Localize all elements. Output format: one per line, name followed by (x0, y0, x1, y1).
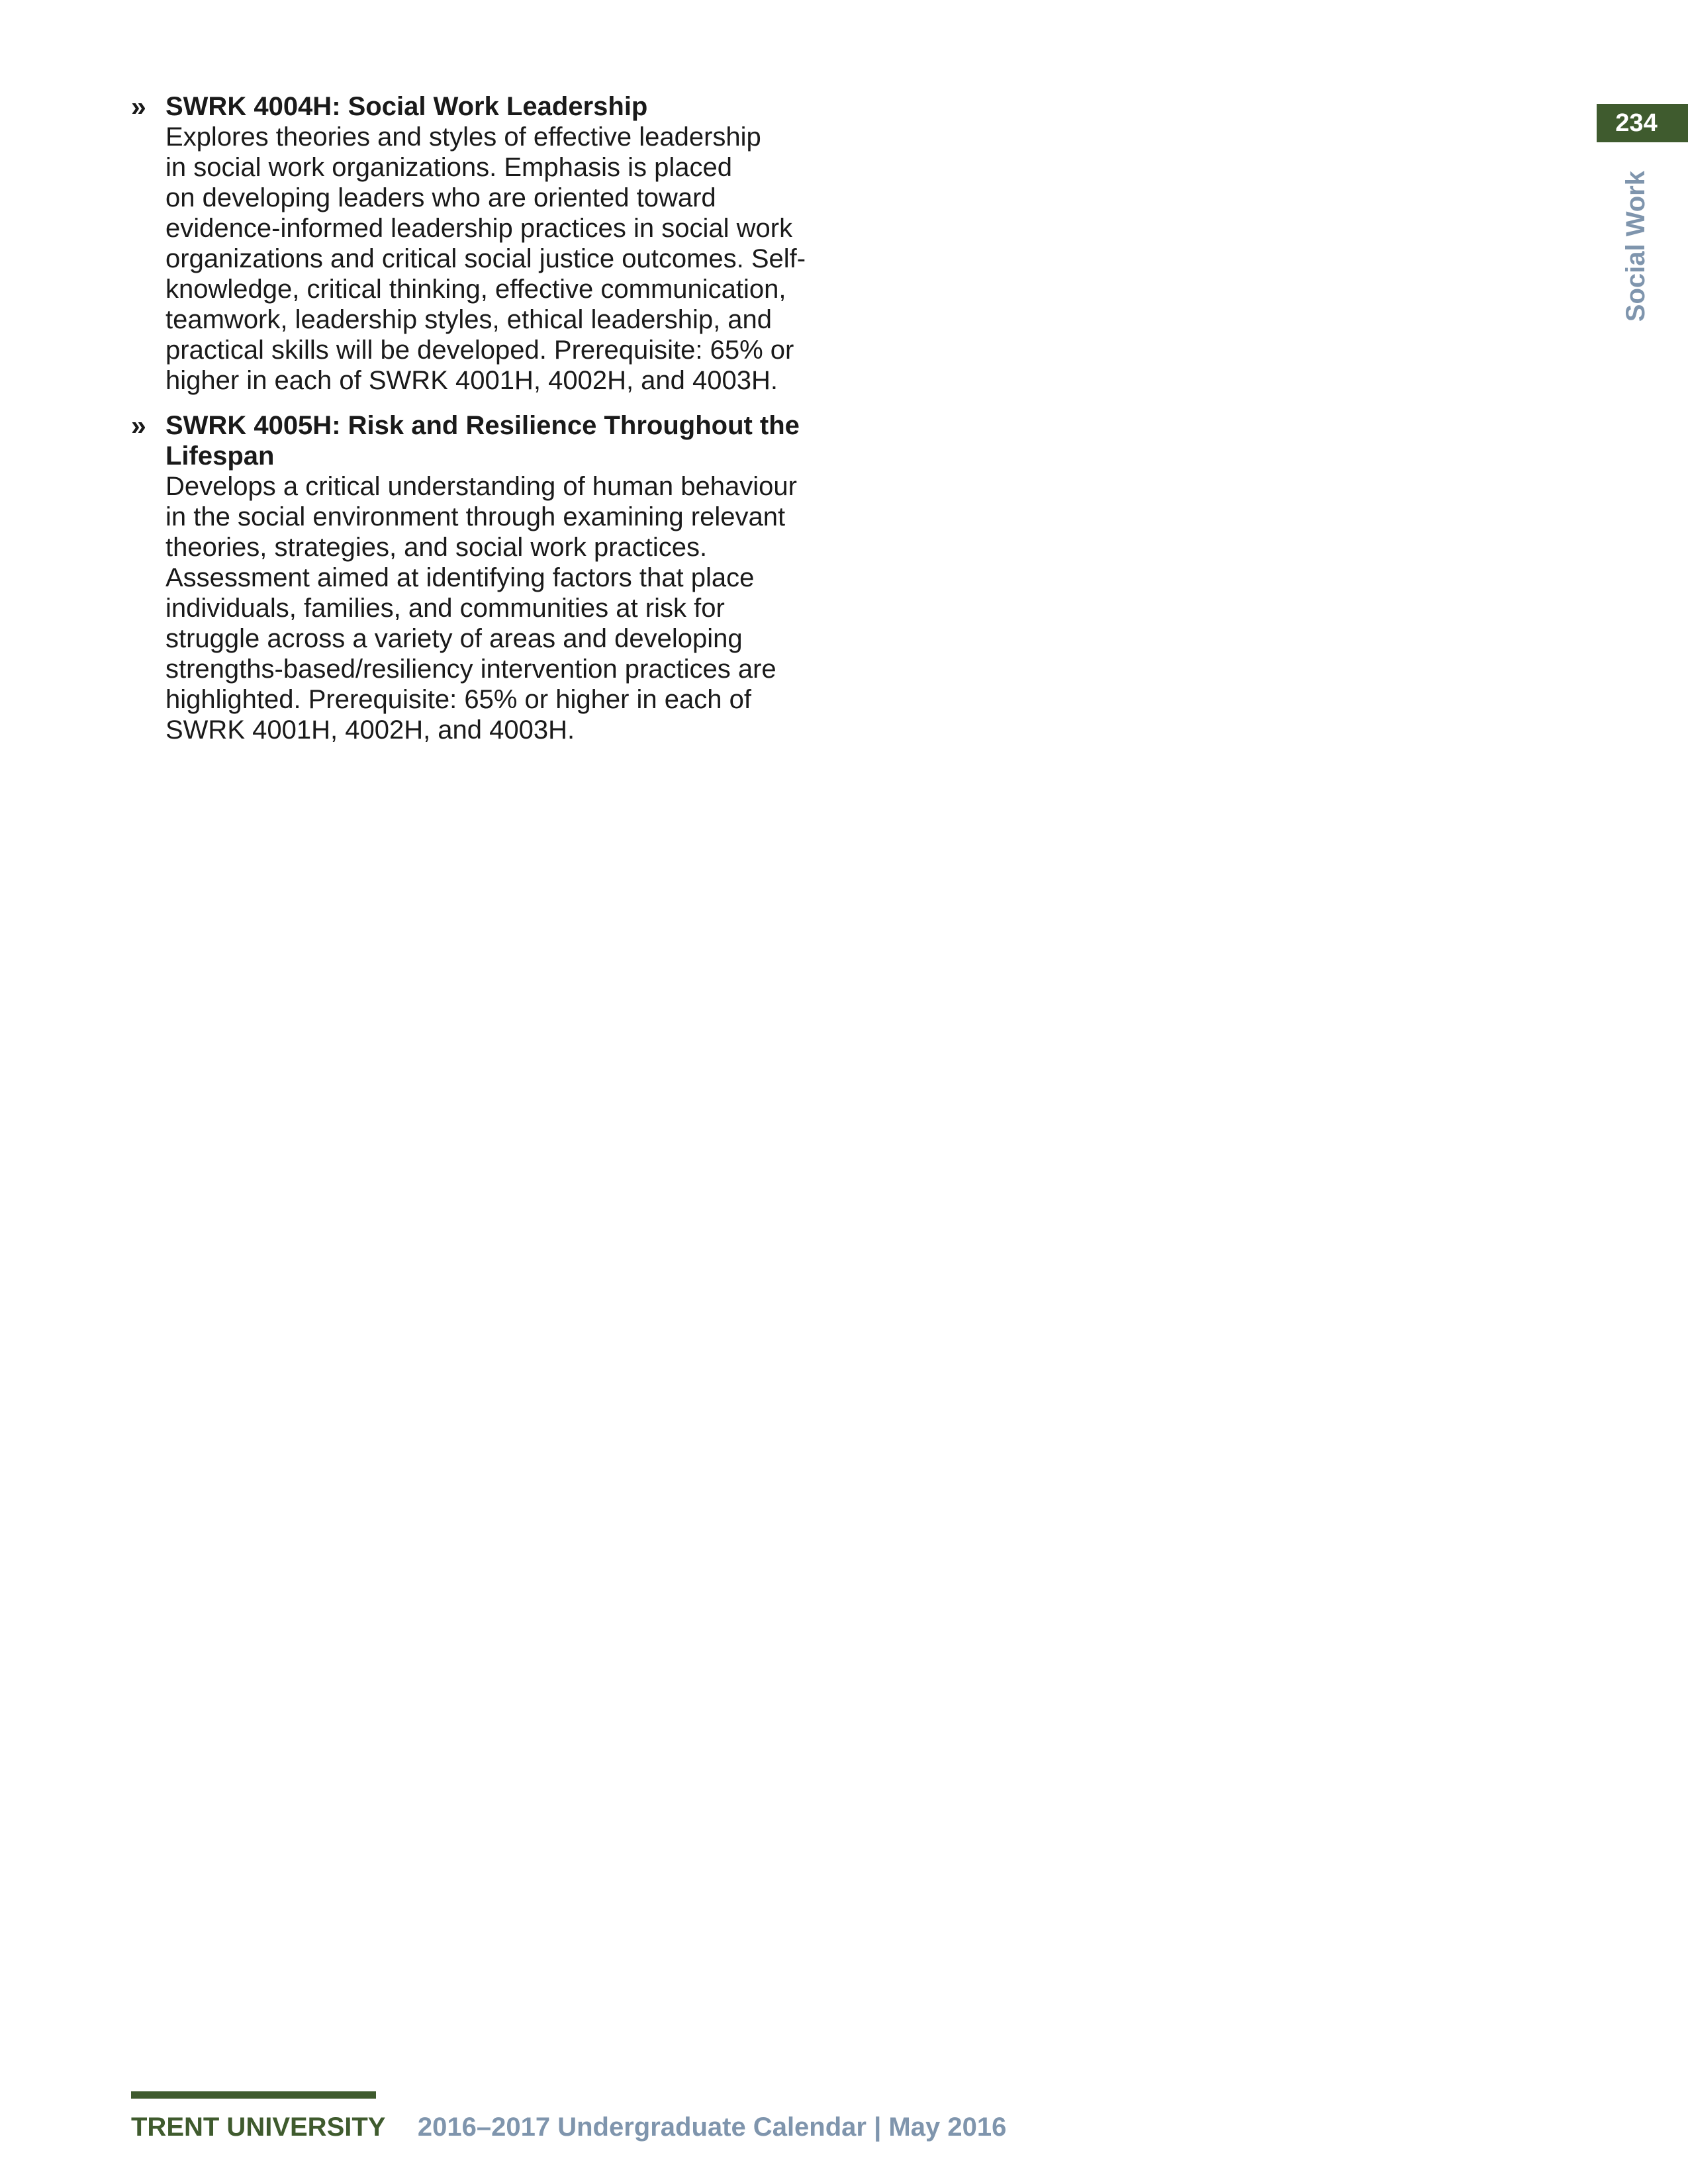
course-description: Develops a critical understanding of human behaviour in the social environment through examining relevant theories, strategies, and social work practices. Assessment aimed at identifying factors that place individuals, families, and communities at risk for struggle across a variety of areas and developing strengths-based/resiliency intervention practices are highlighted. Prerequisite: 65% or higher in each of SWRK 4001H, 4002H, and 4003H. (165, 472, 797, 745)
footer-rule (131, 2091, 376, 2099)
bullet-marker: » (131, 91, 146, 122)
course-entry-swrk-4005h (131, 410, 820, 745)
page-footer (131, 2111, 1006, 2143)
course-description: Explores theories and styles of effective leadership in social work organizations. Emphasis is placed on developing leaders who are oriented toward evidence-informed leadership practices in social work organizations and critical social justice outcomes. Self- knowledge, critical thinking, effective communication, teamwork, leadership styles, ethical leadership, and practical skills will be developed. Prerequisite: 65% or higher in each of SWRK 4001H, 4002H, and 4003H. (165, 122, 806, 395)
footer-university: TRENT UNIVERSITY (131, 2113, 385, 2142)
page-number-tab (1597, 104, 1688, 142)
bullet-marker: » (131, 410, 146, 441)
course-title: SWRK 4005H: Risk and Resilience Throughout the Lifespan (165, 411, 800, 471)
section-name: Social Work (1621, 171, 1650, 322)
page-number: 234 (1615, 109, 1658, 137)
course-title: SWRK 4004H: Social Work Leadership (165, 92, 648, 121)
footer-calendar: 2016–2017 Undergraduate Calendar | May 2016 (417, 2113, 1007, 2142)
course-list (131, 91, 820, 760)
course-entry-swrk-4004h (131, 91, 820, 396)
